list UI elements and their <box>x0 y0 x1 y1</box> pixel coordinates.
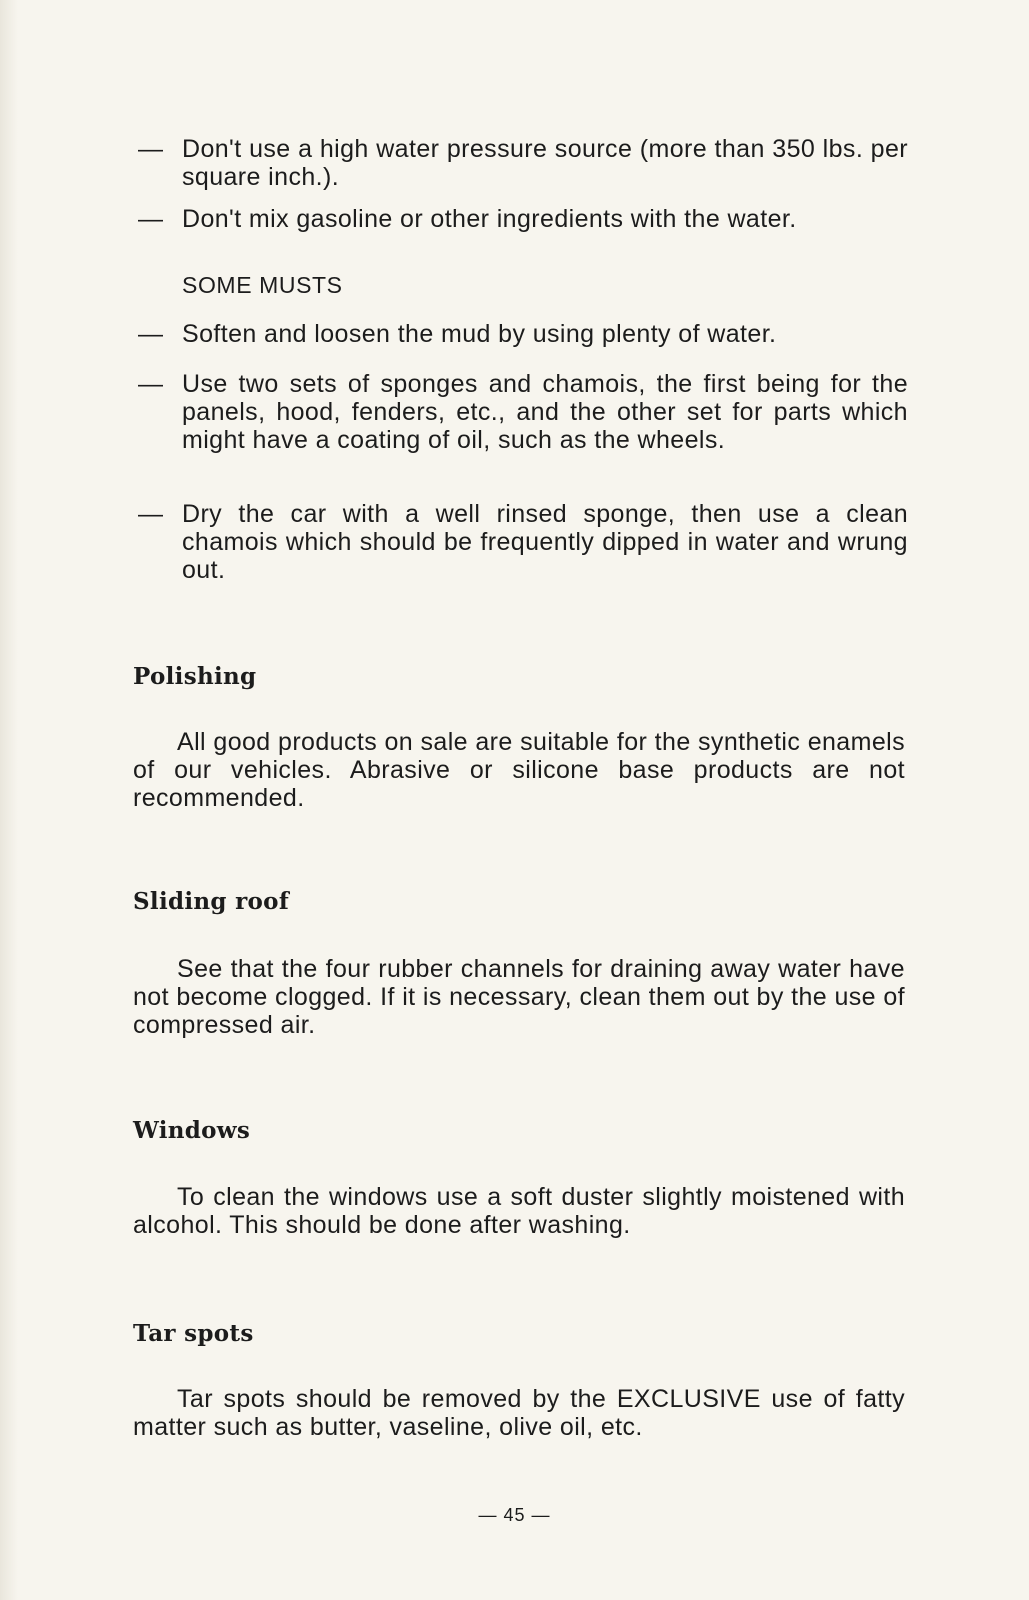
section-heading-polishing: Polishing <box>133 663 257 690</box>
dont-item-high-pressure <box>138 135 908 191</box>
dash-marker: — <box>138 370 163 398</box>
must-item-soften-mud <box>138 320 908 348</box>
must-item-dry-car <box>138 500 908 584</box>
some-musts-heading: SOME MUSTS <box>182 272 343 298</box>
dash-marker: — <box>138 500 163 528</box>
section-heading-windows: Windows <box>133 1117 251 1144</box>
must-item-text: Use two sets of sponges and chamois, the first being for the panels, hood, fenders, etc., and the other set for parts which might have a coating of oil, such as the wheels. <box>182 370 908 454</box>
dont-item-text: Don't use a high water pressure source (more than 350 lbs. per square inch.). <box>182 135 908 191</box>
section-heading-sliding-roof: Sliding roof <box>133 888 290 915</box>
section-text-polishing: All good products on sale are suitable for the synthetic enamels of our vehicles. Abrasive or silicone base products are not recommended. <box>133 728 905 812</box>
section-heading-tar-spots: Tar spots <box>133 1320 254 1347</box>
dont-item-gasoline <box>138 205 908 233</box>
dash-marker: — <box>138 320 163 348</box>
must-item-text: Soften and loosen the mud by using plenty of water. <box>182 320 777 348</box>
section-text-tar-spots: Tar spots should be removed by the EXCLUSIVE use of fatty matter such as butter, vaseline, olive oil, etc. <box>133 1385 905 1441</box>
must-item-text: Dry the car with a well rinsed sponge, then use a clean chamois which should be frequently dipped in water and wrung out. <box>182 500 908 584</box>
section-text-sliding-roof: See that the four rubber channels for draining away water have not become clogged. If it is necessary, clean them out by the use of compressed air. <box>133 955 905 1039</box>
dont-item-text: Don't mix gasoline or other ingredients with the water. <box>182 205 797 233</box>
dash-marker: — <box>138 135 163 163</box>
dash-marker: — <box>138 205 163 233</box>
section-text-windows: To clean the windows use a soft duster slightly moistened with alcohol. This should be done after washing. <box>133 1183 905 1239</box>
page-number: — 45 — <box>478 1505 551 1525</box>
must-item-two-sponges <box>138 370 908 454</box>
page-edge-shadow <box>0 0 18 1600</box>
